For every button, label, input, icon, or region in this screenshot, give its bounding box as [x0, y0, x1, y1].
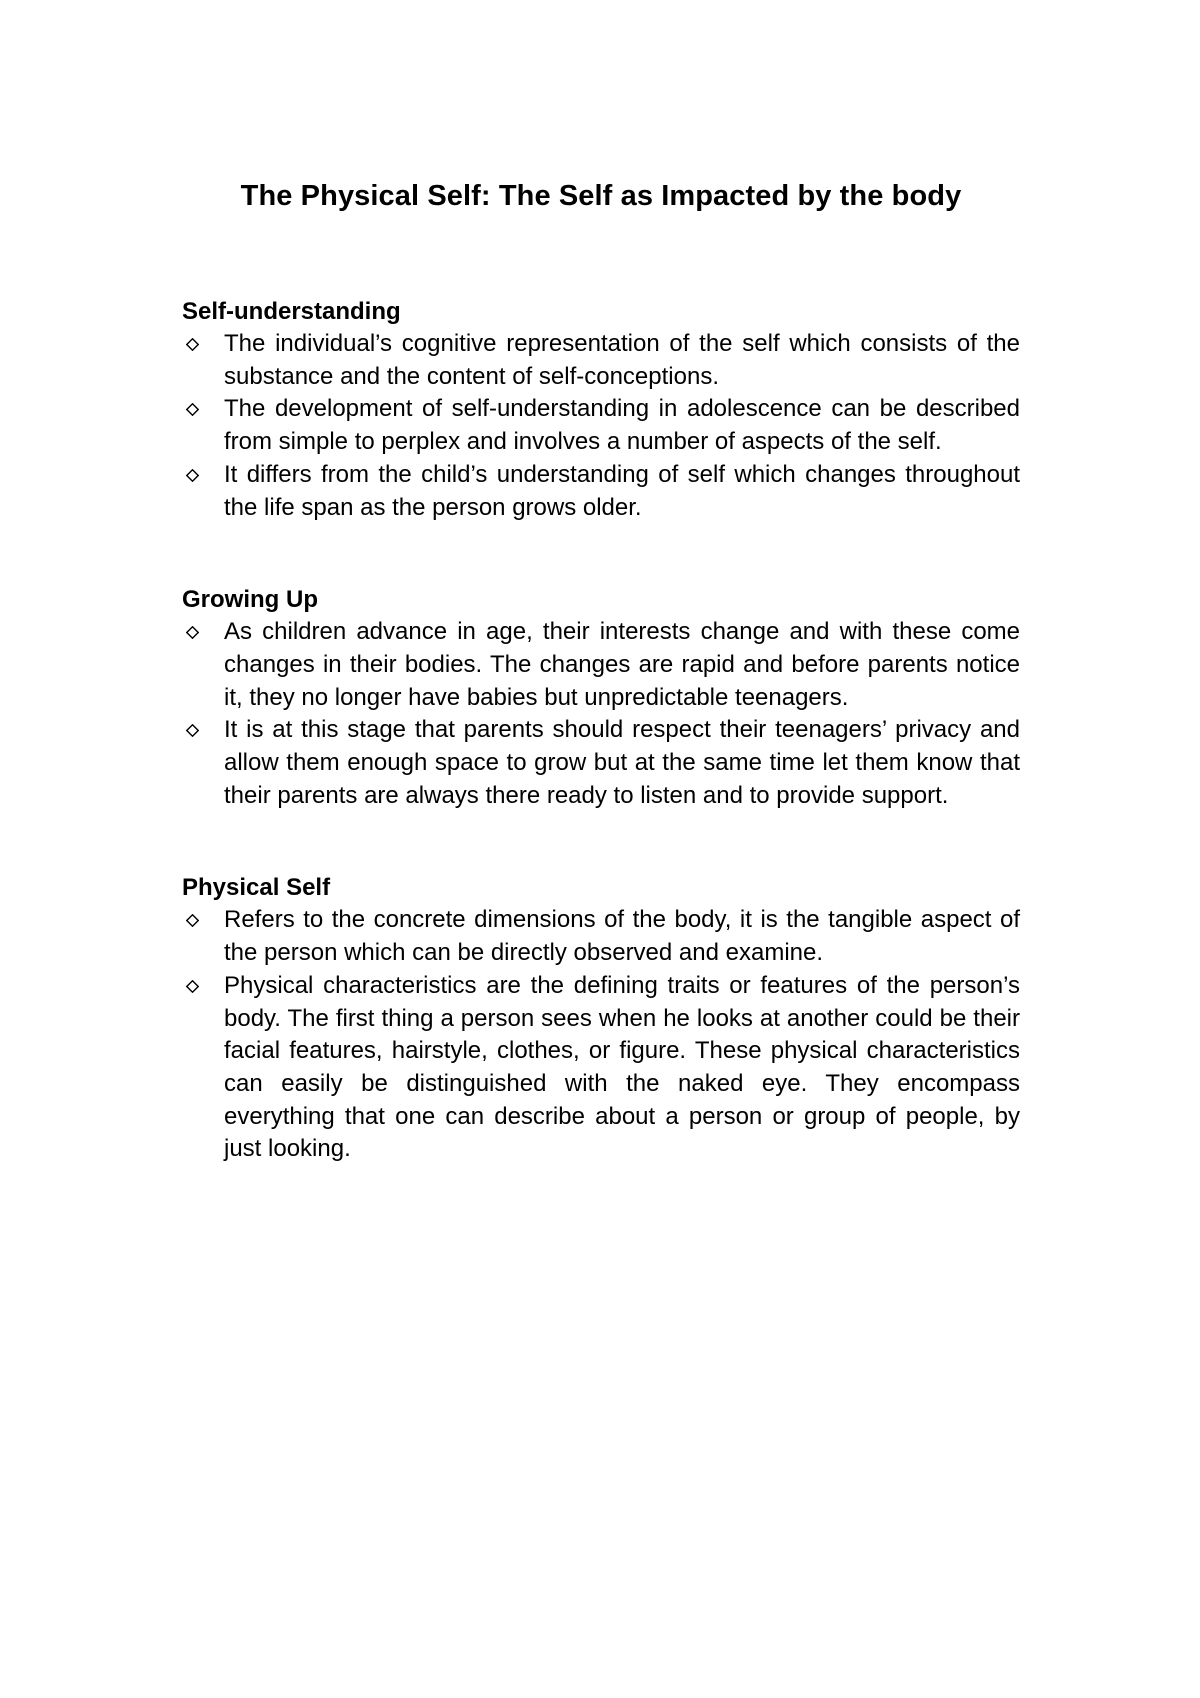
bullet-item [182, 459, 1020, 524]
diamond-outline-icon [186, 914, 199, 927]
section-growing-up [182, 584, 1020, 812]
bullet-text: It differs from the child’s understanding of self which changes throughout the life span as the person grows older. [224, 460, 1020, 521]
diamond-outline-icon [186, 980, 199, 993]
bullet-list [182, 904, 1020, 1166]
bullet-list [182, 616, 1020, 812]
bullet-item [182, 970, 1020, 1166]
bullet-text: The development of self-understanding in adolescence can be described from simple to perplex and involves a number of aspects of the self. [224, 395, 1020, 456]
document-title: The Physical Self: The Self as Impacted by the body [240, 180, 962, 212]
bullet-item [182, 714, 1020, 812]
document-page [182, 178, 1020, 1226]
bullet-item [182, 616, 1020, 714]
bullet-list [182, 328, 1020, 524]
diamond-outline-icon [186, 626, 199, 639]
bullet-text: As children advance in age, their interests change and with these come changes in their bodies. The changes are rapid and before parents notice it, they no longer have babies but unpredictable teenagers. [224, 618, 1020, 711]
section-heading: Self-understanding [182, 298, 401, 325]
bullet-text: The individual’s cognitive representation of the self which consists of the substance and the content of self-conceptions. [224, 330, 1020, 390]
section-physical-self [182, 872, 1020, 1166]
bullet-text: Refers to the concrete dimensions of the body, it is the tangible aspect of the person which can be directly observed and examine. [224, 906, 1020, 967]
bullet-item [182, 904, 1020, 969]
bullet-item [182, 393, 1020, 458]
bullet-text: It is at this stage that parents should respect their teenagers’ privacy and allow them enough space to grow but at the same time let them know that their parents are always there ready to listen and to provide support. [224, 716, 1020, 809]
diamond-outline-icon [186, 469, 199, 482]
diamond-outline-icon [186, 724, 199, 737]
diamond-outline-icon [186, 338, 199, 351]
section-heading: Physical Self [182, 874, 331, 902]
bullet-text: Physical characteristics are the defining traits or features of the person’s body. The first thing a person sees when he looks at another could be their facial features, hairstyle, clothes, or figure. These physical characteristics can easily be distinguished with the naked eye. They encompass everything that one can describe about a person or group of people, by just looking. [224, 971, 1020, 1163]
bullet-item [182, 328, 1020, 393]
section-heading: Growing Up [182, 586, 318, 614]
diamond-outline-icon [186, 403, 199, 416]
section-self-understanding [182, 296, 1020, 524]
